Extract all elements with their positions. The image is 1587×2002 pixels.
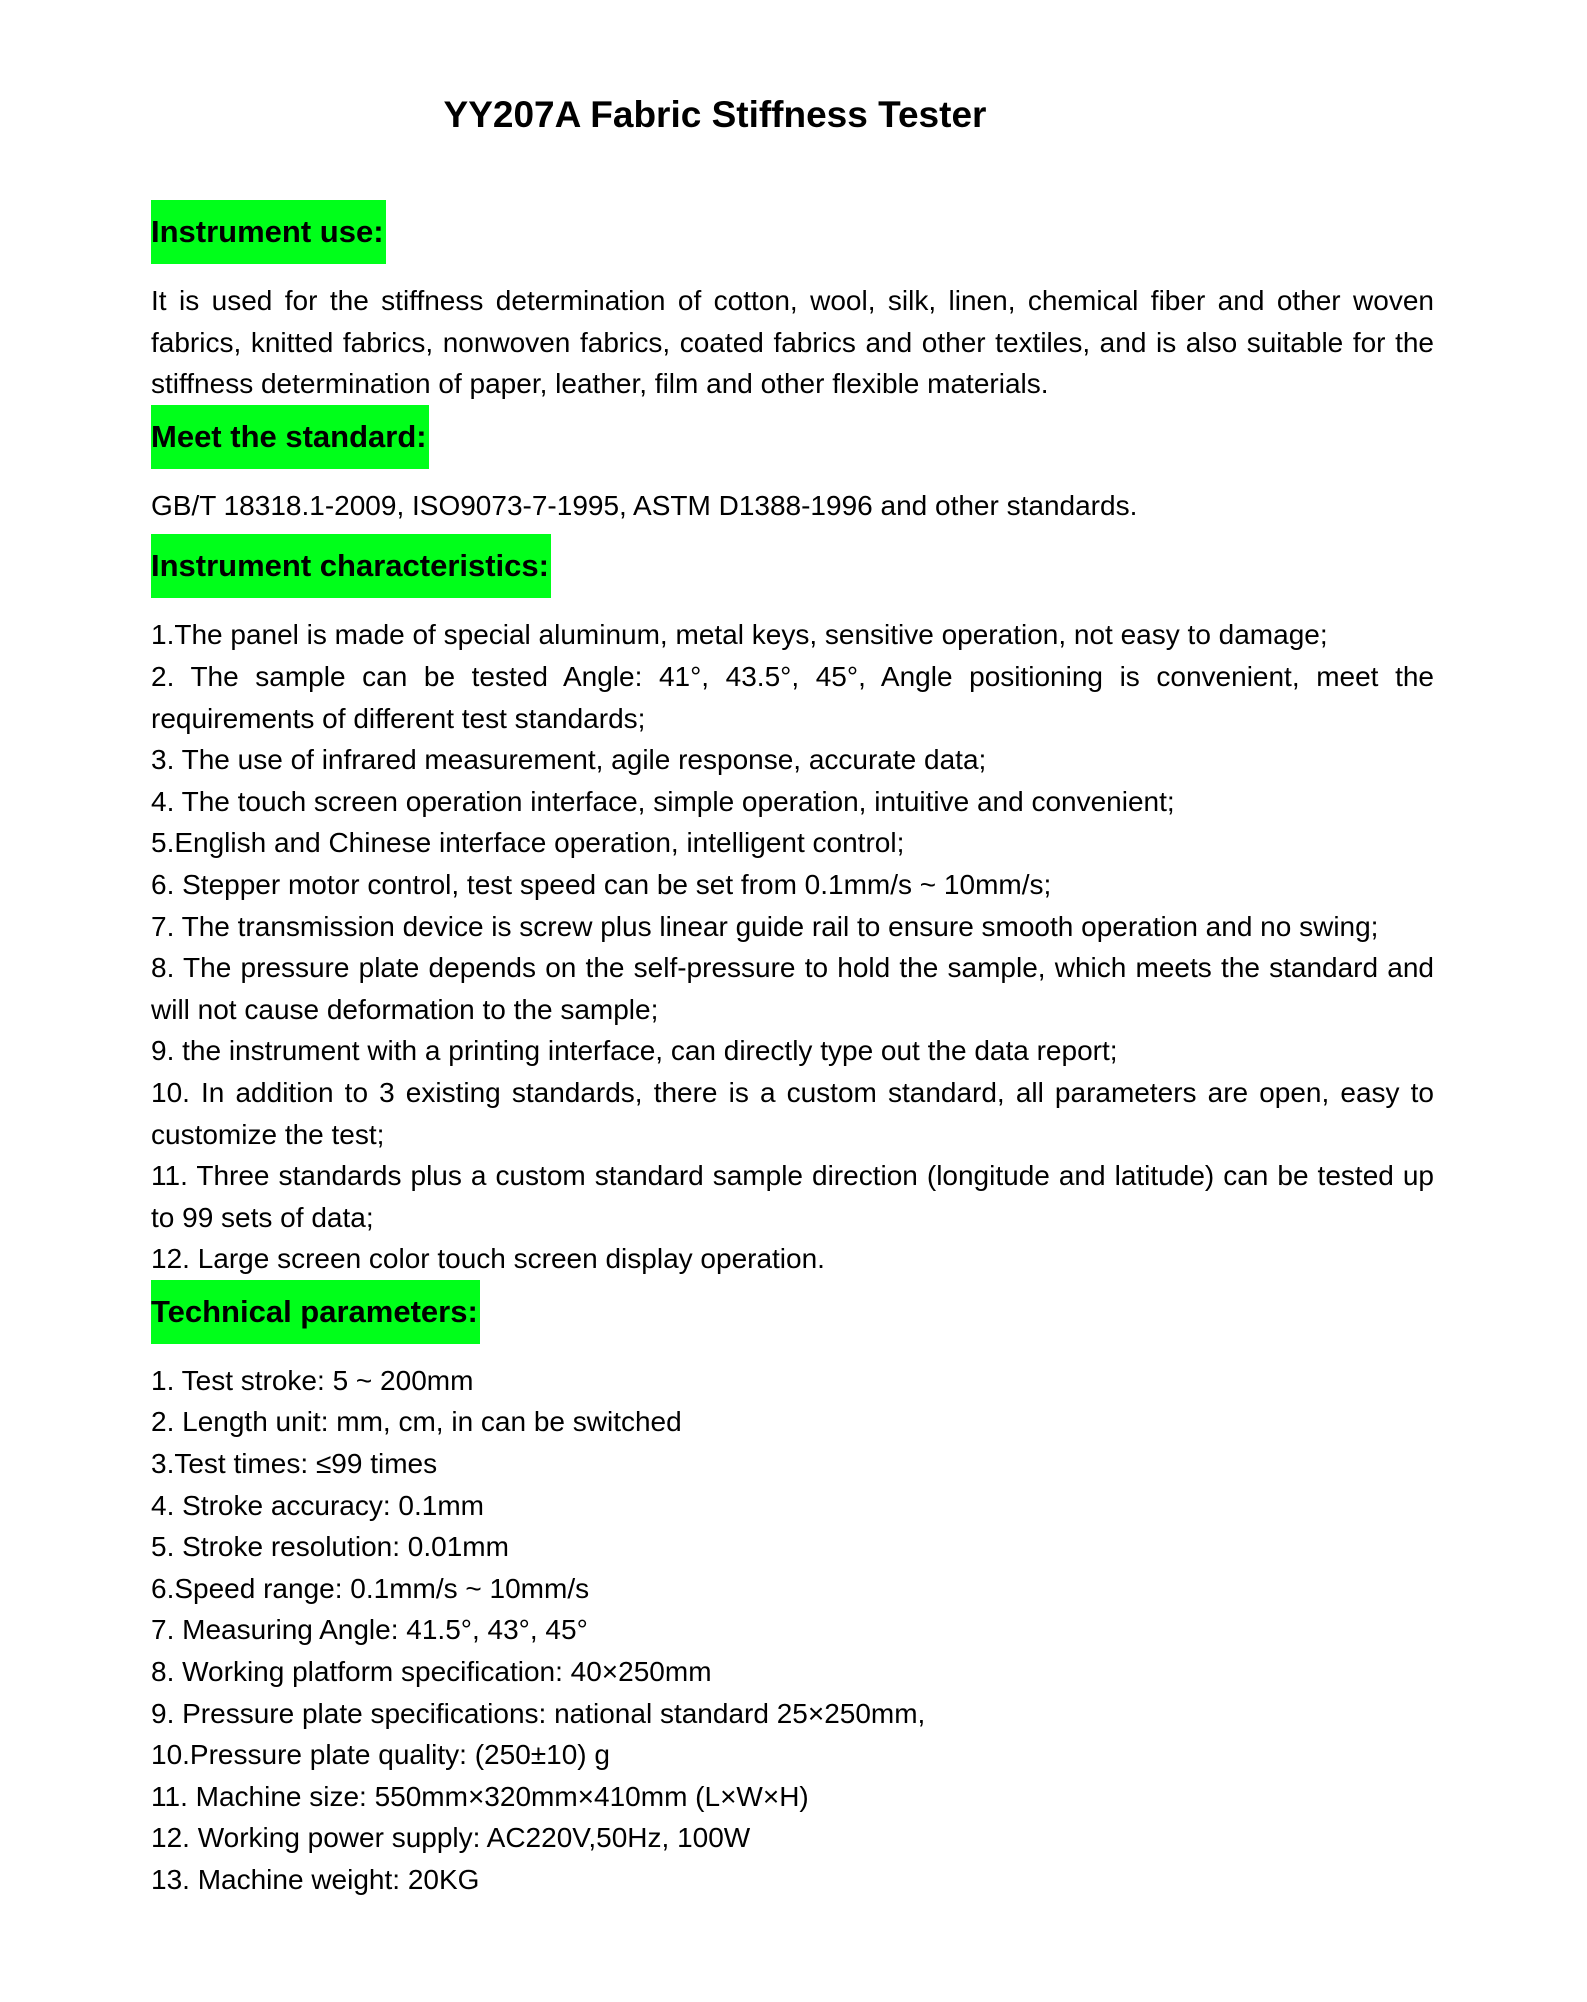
parameter-item: 1. Test stroke: 5 ~ 200mm <box>151 1364 474 1396</box>
section-instrument-characteristics <box>151 534 1434 1280</box>
parameters-list <box>151 1360 1434 1901</box>
document-title: YY207A Fabric Stiffness Tester <box>443 94 987 135</box>
characteristic-item: 3. The use of infrared measurement, agile response, accurate data; <box>151 744 987 776</box>
parameter-item: 2. Length unit: mm, cm, in can be switched <box>151 1406 682 1438</box>
characteristic-item: 5.English and Chinese interface operation, intelligent control; <box>151 827 905 859</box>
section-heading-characteristics: Instrument characteristics: <box>151 534 551 598</box>
characteristic-item: 7. The transmission device is screw plus linear guide rail to ensure smooth operation and no swing; <box>151 910 1379 942</box>
parameter-item: 11. Machine size: 550mm×320mm×410mm (L×W×H) <box>151 1780 809 1812</box>
parameter-item: 9. Pressure plate specifications: national standard 25×250mm, <box>151 1697 926 1729</box>
characteristic-item: 4. The touch screen operation interface, simple operation, intuitive and convenient; <box>151 785 1175 817</box>
parameter-item: 12. Working power supply: AC220V,50Hz, 100W <box>151 1822 751 1854</box>
characteristic-item: 9. the instrument with a printing interface, can directly type out the data report; <box>151 1035 1118 1067</box>
parameter-item: 13. Machine weight: 20KG <box>151 1864 480 1895</box>
characteristic-item: 10. In addition to 3 existing standards, there is a custom standard, all parameters are open, easy to customize the test; <box>151 1076 1434 1150</box>
section-heading-technical-parameters: Technical parameters: <box>151 1280 480 1344</box>
parameter-item: 10.Pressure plate quality: (250±10) g <box>151 1739 610 1771</box>
parameter-item: 4. Stroke accuracy: 0.1mm <box>151 1489 485 1521</box>
instrument-use-text: It is used for the stiffness determination of cotton, wool, silk, linen, chemical fiber and other woven fabrics, knitted fabrics, nonwoven fabrics, coated fabrics and other textiles, and is also suitable for the stiffness determination of paper, leather, film and other flexible materials. <box>151 285 1434 400</box>
parameter-item: 5. Stroke resolution: 0.01mm <box>151 1531 509 1563</box>
standards-text: GB/T 18318.1-2009, ISO9073-7-1995, ASTM D1388-1996 and other standards. <box>151 489 1138 521</box>
characteristic-item: 8. The pressure plate depends on the self-pressure to hold the sample, which meets the standard and will not cause deformation to the sample; <box>151 952 1434 1025</box>
parameter-item: 8. Working platform specification: 40×250mm <box>151 1656 712 1688</box>
parameter-item: 3.Test times: ≤99 times <box>151 1448 438 1480</box>
characteristic-item: 6. Stepper motor control, test speed can be set from 0.1mm/s ~ 10mm/s; <box>151 868 1052 900</box>
section-heading-meet-standard: Meet the standard: <box>151 405 429 469</box>
document-content <box>151 200 1434 1901</box>
section-technical-parameters <box>151 1280 1434 1901</box>
characteristic-item: 2. The sample can be tested Angle: 41°, 43.5°, 45°, Angle positioning is convenient, meet the requirements of different test standards; <box>151 660 1434 734</box>
section-meet-standard <box>151 405 1434 535</box>
parameter-item: 7. Measuring Angle: 41.5°, 43°, 45° <box>151 1614 588 1646</box>
characteristic-item: 11. Three standards plus a custom standard sample direction (longitude and latitude) can be tested up to 99 sets of data; <box>151 1160 1434 1233</box>
characteristics-list <box>151 614 1434 1280</box>
section-instrument-use <box>151 200 1434 405</box>
parameter-item: 6.Speed range: 0.1mm/s ~ 10mm/s <box>151 1572 590 1604</box>
section-heading-instrument-use: Instrument use: <box>151 200 386 264</box>
characteristic-item: 1.The panel is made of special aluminum, metal keys, sensitive operation, not easy to damage; <box>151 619 1328 651</box>
characteristic-item: 12. Large screen color touch screen display operation. <box>151 1243 825 1275</box>
